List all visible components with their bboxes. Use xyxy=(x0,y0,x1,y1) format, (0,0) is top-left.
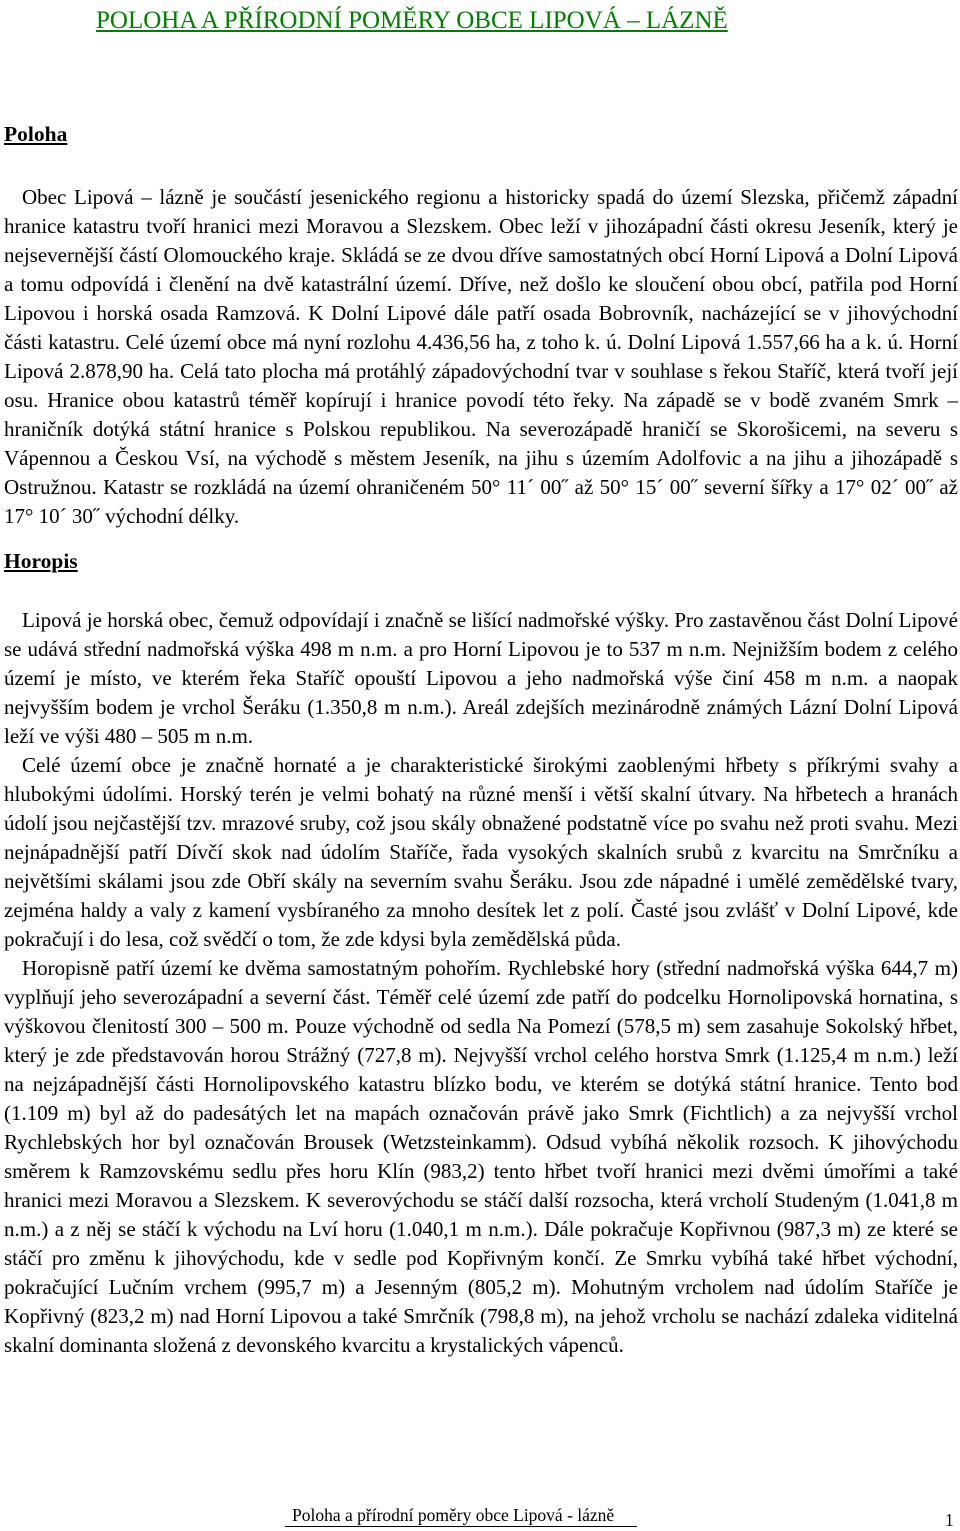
paragraph-horopis-3: Horopisně patří území ke dvěma samostatným pohořím. Rychlebské hory (střední nadmořská výška 644,7 m) vyplňují jeho severozápadní a severní část. Téměř celé území zde patří do podcelku Hornolipovská hornatina, s výškovou členitostí 300 – 500 m. Pouze východně od sedla Na Pomezí (578,5 m) sem zasahuje Sokolský hřbet, který je zde představován horou Strážný (727,8 m). Nejvyšší vrchol celého horstva Smrk (1.125,4 m n.m.) leží na nejzápadnější části Hornolipovského katastru blízko bodu, ve kterém se dotýká státní hranice. Tento bod (1.109 m) byl až do padesátých let na mapách označován právě jako Smrk (Fichtlich) a za nejvyšší vrchol Rychlebských hor byl označován Brousek (Wetzsteinkamm). Odsud vybíhá několik rozsoch. K jihovýchodu směrem k Ramzovskému sedlu přes horu Klín (983,2) tento hřbet tvoří hranici mezi dvěmi úmořími a také hranici mezi Moravou a Slezskem. K severovýchodu se stáčí další rozsocha, která vrcholí Studeným (1.041,8 m n.m.) a z něj se stáčí k východu na Lví horu (1.040,1 m n.m.). Dále pokračuje Kopřivnou (987,3 m) ze které se stáčí pro změnu k jihovýchodu, kde v sedle pod Kopřivným končí. Ze Smrku vybíhá také hřbet východní, pokračující Lučním vrchem (995,7 m) a Jesenným (805,2 m). Mohutným vrcholem nad údolím Staříče je Kopřivný (823,2 m) nad Horní Lipovou a také Smrčník (798,8 m), na jehož vrcholu se nachází zdaleka viditelná skalní dominanta složená z devonského kvarcitu a krystalických vápenců. xyxy=(4,956,958,1357)
page-number: 1 xyxy=(945,1510,954,1530)
section-heading-horopis: Horopis xyxy=(4,549,78,573)
section-heading-poloha: Poloha xyxy=(4,122,68,146)
document-page xyxy=(4,0,958,1360)
footer-text: Poloha a přírodní poměry obce Lipová - lázně xyxy=(292,1505,615,1525)
paragraph-horopis-2: Celé území obce je značně hornaté a je charakteristické širokými zaoblenými hřbety s příkrými svahy a hlubokými údolími. Horský terén je velmi bohatý na různé menší i větší skalní útvary. Na hřbetech a hranách údolí jsou nejčastější tzv. mrazové sruby, což jsou skály obnažené podstatně více po svahu než proti svahu. Mezi nejnápadnější patří Dívčí skok nad údolím Staříče, řada vysokých skalních srubů z kvarcitu na Smrčníku a největšími skálami jsou zde Obří skály na severním svahu Šeráku. Jsou zde nápadné i umělé zemědělské tvary, zejména haldy a valy z kamení vysbíraného za mnoho desítek let z polí. Časté jsou zvlášť v Dolní Lipové, kde pokračují i do lesa, což svědčí o tom, že zde kdysi byla zemědělská půda. xyxy=(4,753,958,951)
page-footer xyxy=(0,1504,960,1528)
footer-rule xyxy=(285,1526,637,1527)
document-title: POLOHA A PŘÍRODNÍ POMĚRY OBCE LIPOVÁ – LÁZNĚ xyxy=(96,7,728,34)
paragraph-horopis-1: Lipová je horská obec, čemuž odpovídají i značně se lišící nadmořské výšky. Pro zastavěnou část Dolní Lipové se udává střední nadmořská výška 498 m n.m. a pro Horní Lipovou je to 537 m n.m. Nejnižším bodem z celého území je místo, ve kterém řeka Staříč opouští Lipovou a jeho nadmořská výše činí 458 m n.m. a naopak nejvyšším bodem je vrchol Šeráku (1.350,8 m n.m.). Areál zdejších mezinárodně známých Lázní Dolní Lipová leží ve výši 480 – 505 m n.m. xyxy=(4,608,958,748)
paragraph-poloha: Obec Lipová – lázně je součástí jesenického regionu a historicky spadá do území Slezska, přičemž západní hranice katastru tvoří hranici mezi Moravou a Slezskem. Obec leží v jihozápadní části okresu Jeseník, který je nejsevernější částí Olomouckého kraje. Skládá se ze dvou dříve samostatných obcí Horní Lipová a Dolní Lipová a tomu odpovídá i členění na dvě katastrální území. Dříve, než došlo ke sloučení obou obcí, patřila pod Horní Lipovou i horská osada Ramzová. K Dolní Lipové dále patří osada Bobrovník, nacházející se v jihovýchodní části katastru. Celé území obce má nyní rozlohu 4.436,56 ha, z toho k. ú. Dolní Lipová 1.557,66 ha a k. ú. Horní Lipová 2.878,90 ha. Celá tato plocha má protáhlý západovýchodní tvar v souhlase s řekou Staříč, která tvoří její osu. Hranice obou katastrů téměř kopírují i hranice povodí této řeky. Na západě se v bodě zvaném Smrk – hraničník dotýká státní hranice s Polskou republikou. Na severozápadě hraničí se Skorošicemi, na severu s Vápennou a Českou Vsí, na východě s městem Jeseník, na jihu s územím Adolfovic a na jihu a jihozápadě s Ostružnou. Katastr se rozkládá na území ohraničeném 50° 11´ 00˝ až 50° 15´ 00˝ severní šířky a 17° 02´ 00˝ až 17° 10´ 30˝ východní délky. xyxy=(4,185,958,528)
